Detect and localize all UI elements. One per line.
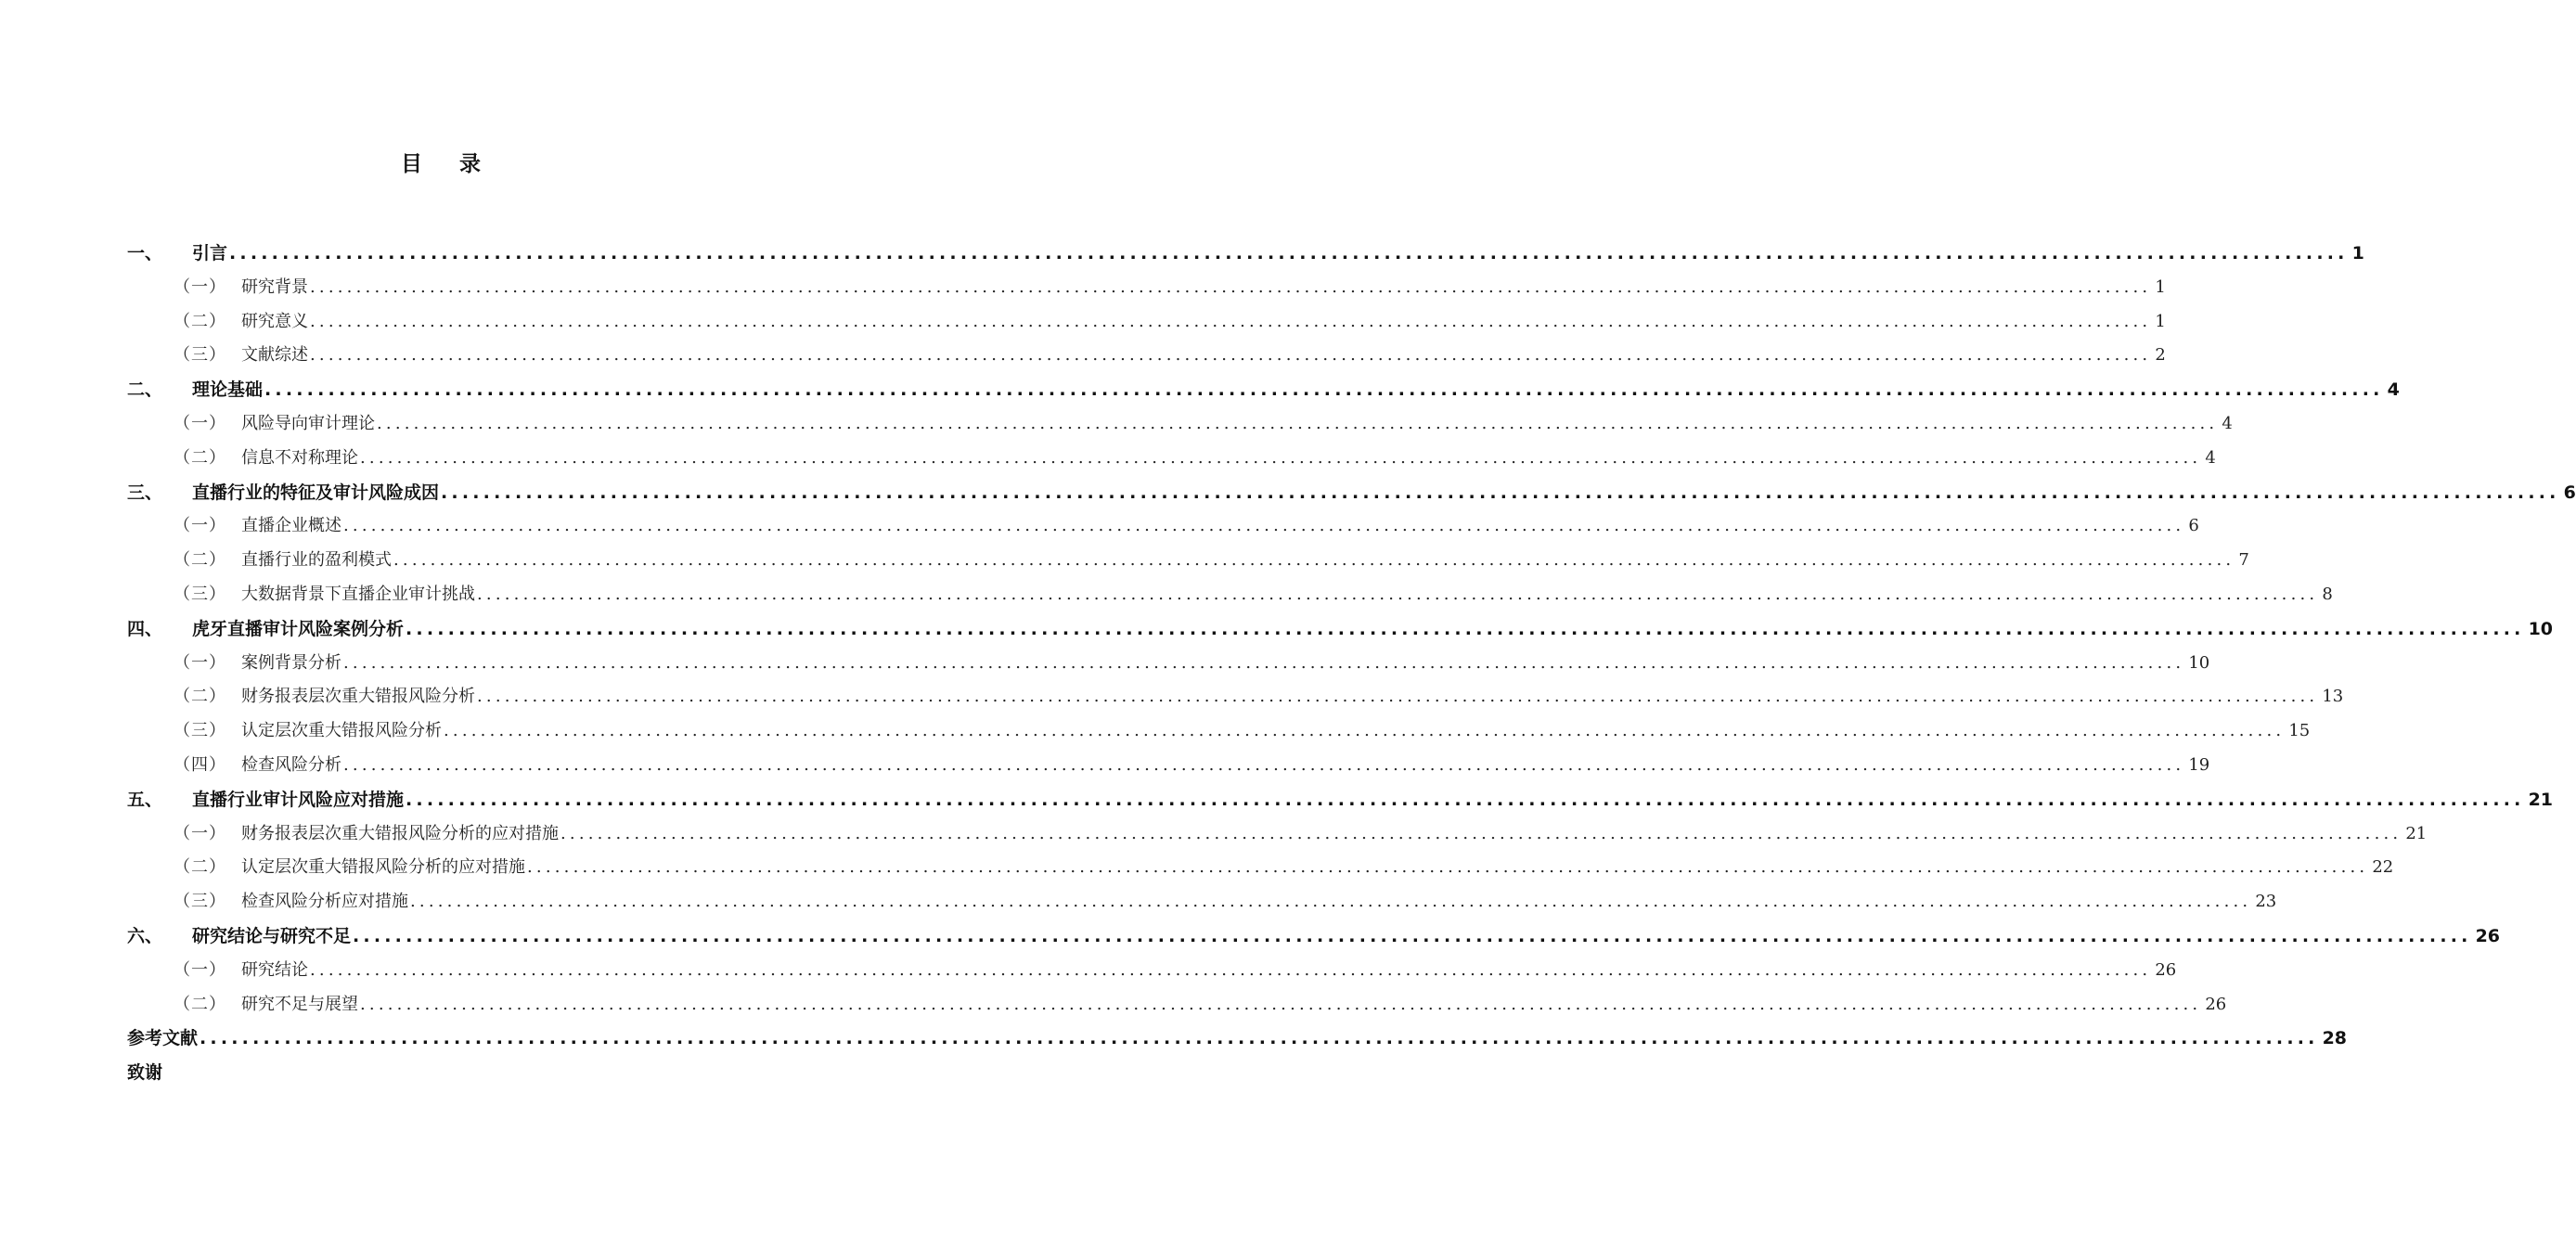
toc-label: 研究背景 bbox=[241, 276, 308, 297]
toc-label: 研究意义 bbox=[241, 311, 308, 331]
dot-leader: ........................................................................................................................................................................................................ bbox=[441, 482, 2560, 503]
toc-entry[interactable] bbox=[127, 578, 2333, 612]
toc-number: （三） bbox=[174, 584, 226, 604]
toc-page: 23 bbox=[2255, 892, 2277, 912]
dot-leader: ........................................................................................................................................................................................................ bbox=[360, 994, 2202, 1014]
toc-entry[interactable] bbox=[127, 885, 2277, 919]
toc-entry[interactable] bbox=[127, 612, 2554, 647]
toc-entry[interactable] bbox=[127, 988, 2227, 1022]
toc-label: 检查风险分析 bbox=[241, 754, 341, 775]
toc-label: 研究结论 bbox=[241, 959, 308, 980]
toc-page: 15 bbox=[2288, 721, 2311, 741]
dot-leader: ........................................................................................................................................................................................................ bbox=[310, 959, 2152, 980]
dot-leader: ........................................................................................................................................................................................................ bbox=[310, 276, 2152, 297]
page-title: 目录 bbox=[401, 152, 518, 176]
toc-label: 研究不足与展望 bbox=[241, 994, 358, 1014]
toc-page: 22 bbox=[2372, 857, 2394, 878]
dot-leader: ........................................................................................................................................................................................................ bbox=[527, 857, 2369, 878]
toc-page: 6 bbox=[2188, 516, 2199, 536]
toc-entry[interactable] bbox=[127, 544, 2249, 578]
toc-page: 21 bbox=[2405, 823, 2428, 843]
toc-label: 财务报表层次重大错报风险分析 bbox=[241, 687, 475, 707]
dot-leader: ........................................................................................................................................................................................................ bbox=[229, 243, 2349, 264]
toc-entry[interactable] bbox=[127, 749, 2210, 783]
dot-leader: ........................................................................................................................................................................................................ bbox=[406, 789, 2525, 810]
toc-number: 二、 bbox=[127, 379, 163, 401]
toc-number: （二） bbox=[174, 857, 226, 878]
dot-leader: ........................................................................................................................................................................................................ bbox=[393, 550, 2235, 571]
toc-page: 7 bbox=[2238, 550, 2249, 571]
dot-leader: ........................................................................................................................................................................................................ bbox=[560, 823, 2402, 843]
toc-entry[interactable] bbox=[127, 783, 2554, 817]
toc-number: （一） bbox=[174, 516, 226, 536]
toc-page: 13 bbox=[2322, 687, 2344, 707]
toc-number: （一） bbox=[174, 959, 226, 980]
toc-number: （四） bbox=[174, 754, 226, 775]
toc-page: 1 bbox=[2155, 311, 2166, 331]
dot-leader: ........................................................................................................................................................................................................ bbox=[200, 1028, 2319, 1049]
toc-label: 认定层次重大错报风险分析 bbox=[241, 721, 442, 741]
table-of-contents bbox=[127, 237, 2576, 1090]
toc-entry[interactable] bbox=[127, 407, 2233, 442]
dot-leader: ........................................................................................................................................................................................................ bbox=[343, 516, 2185, 536]
toc-label: 直播行业审计风险应对措施 bbox=[192, 789, 405, 810]
toc-entry[interactable] bbox=[127, 237, 2364, 271]
toc-label: 参考文献 bbox=[127, 1028, 199, 1049]
toc-page: 10 bbox=[2528, 618, 2554, 639]
toc-entry[interactable] bbox=[127, 1056, 789, 1090]
toc-entry[interactable] bbox=[127, 442, 2216, 476]
toc-entry[interactable] bbox=[127, 851, 2394, 885]
dot-leader: ........................................................................................................................................................................................................ bbox=[264, 379, 2384, 401]
toc-number: （一） bbox=[174, 652, 226, 673]
toc-label: 案例背景分析 bbox=[241, 652, 341, 673]
toc-entry[interactable] bbox=[127, 476, 2576, 510]
toc-entry[interactable] bbox=[127, 680, 2344, 714]
toc-label: 直播行业的盈利模式 bbox=[241, 550, 392, 571]
toc-number: 六、 bbox=[127, 925, 163, 946]
toc-label: 文献综述 bbox=[241, 345, 308, 366]
toc-label: 财务报表层次重大错报风险分析的应对措施 bbox=[241, 823, 559, 843]
toc-page: 26 bbox=[2475, 925, 2501, 946]
toc-page: 28 bbox=[2322, 1028, 2348, 1049]
toc-page: 1 bbox=[2351, 243, 2364, 264]
toc-label: 致谢 bbox=[127, 1062, 163, 1084]
dot-leader: ........................................................................................................................................................................................................ bbox=[310, 345, 2152, 366]
toc-entry[interactable] bbox=[127, 714, 2311, 749]
toc-label: 理论基础 bbox=[192, 379, 264, 401]
toc-entry[interactable] bbox=[127, 647, 2210, 681]
toc-page: 19 bbox=[2188, 754, 2210, 775]
toc-label: 直播行业的特征及审计风险成因 bbox=[192, 482, 440, 503]
toc-entry[interactable] bbox=[127, 339, 2166, 373]
toc-label: 大数据背景下直播企业审计挑战 bbox=[241, 584, 475, 604]
toc-entry[interactable] bbox=[127, 271, 2166, 305]
toc-page: 26 bbox=[2155, 959, 2177, 980]
dot-leader: ........................................................................................................................................................................................................ bbox=[444, 721, 2286, 741]
toc-label: 虎牙直播审计风险案例分析 bbox=[192, 618, 405, 639]
toc-page: 6 bbox=[2563, 482, 2576, 503]
toc-page: 10 bbox=[2188, 652, 2210, 673]
dot-leader: ........................................................................................................................................................................................................ bbox=[377, 413, 2219, 433]
toc-number: 五、 bbox=[127, 789, 163, 810]
dot-leader: ........................................................................................................................................................................................................ bbox=[477, 687, 2319, 707]
toc-entry[interactable] bbox=[127, 919, 2501, 954]
toc-page: 8 bbox=[2322, 584, 2333, 604]
dot-leader: ........................................................................................................................................................................................................ bbox=[410, 892, 2252, 912]
toc-number: （一） bbox=[174, 413, 226, 433]
toc-page: 21 bbox=[2528, 789, 2554, 810]
toc-label: 直播企业概述 bbox=[241, 516, 341, 536]
toc-number: （三） bbox=[174, 892, 226, 912]
dot-leader: ........................................................................................................................................................................................................ bbox=[406, 618, 2525, 639]
toc-number: （三） bbox=[174, 721, 226, 741]
dot-leader: ........................................................................................................................................................................................................ bbox=[310, 311, 2152, 331]
toc-number: （二） bbox=[174, 447, 226, 468]
toc-label: 风险导向审计理论 bbox=[241, 413, 375, 433]
toc-label: 信息不对称理论 bbox=[241, 447, 358, 468]
dot-leader: ........................................................................................................................................................................................................ bbox=[343, 652, 2185, 673]
toc-number: （一） bbox=[174, 823, 226, 843]
toc-entry[interactable] bbox=[127, 373, 2400, 407]
toc-label: 认定层次重大错报风险分析的应对措施 bbox=[241, 857, 525, 878]
toc-page: 26 bbox=[2205, 994, 2227, 1014]
toc-entry[interactable] bbox=[127, 817, 2428, 852]
dot-leader: ........................................................................................................................................................................................................ bbox=[353, 925, 2472, 946]
toc-label: 引言 bbox=[192, 243, 228, 264]
dot-leader: ........................................................................................................................................................................................................ bbox=[343, 754, 2185, 775]
toc-entry[interactable] bbox=[127, 954, 2177, 988]
toc-number: （一） bbox=[174, 276, 226, 297]
toc-page: 4 bbox=[2387, 379, 2400, 401]
toc-page: 4 bbox=[2205, 447, 2216, 468]
toc-number: （二） bbox=[174, 550, 226, 571]
dot-leader: ........................................................................................................................................................................................................ bbox=[477, 584, 2319, 604]
toc-page: 2 bbox=[2155, 345, 2166, 366]
toc-number: （三） bbox=[174, 345, 226, 366]
toc-page: 4 bbox=[2222, 413, 2233, 433]
toc-entry[interactable] bbox=[127, 509, 2199, 544]
toc-number: （二） bbox=[174, 687, 226, 707]
toc-number: 一、 bbox=[127, 243, 163, 264]
toc-label: 研究结论与研究不足 bbox=[192, 925, 352, 946]
toc-number: （二） bbox=[174, 994, 226, 1014]
toc-number: 四、 bbox=[127, 618, 163, 639]
toc-entry[interactable] bbox=[127, 1022, 2348, 1056]
toc-page: 1 bbox=[2155, 276, 2166, 297]
toc-entry[interactable] bbox=[127, 305, 2166, 340]
toc-label: 检查风险分析应对措施 bbox=[241, 892, 408, 912]
toc-number: （二） bbox=[174, 311, 226, 331]
dot-leader: ........................................................................................................................................................................................................ bbox=[360, 447, 2202, 468]
toc-number: 三、 bbox=[127, 482, 163, 503]
